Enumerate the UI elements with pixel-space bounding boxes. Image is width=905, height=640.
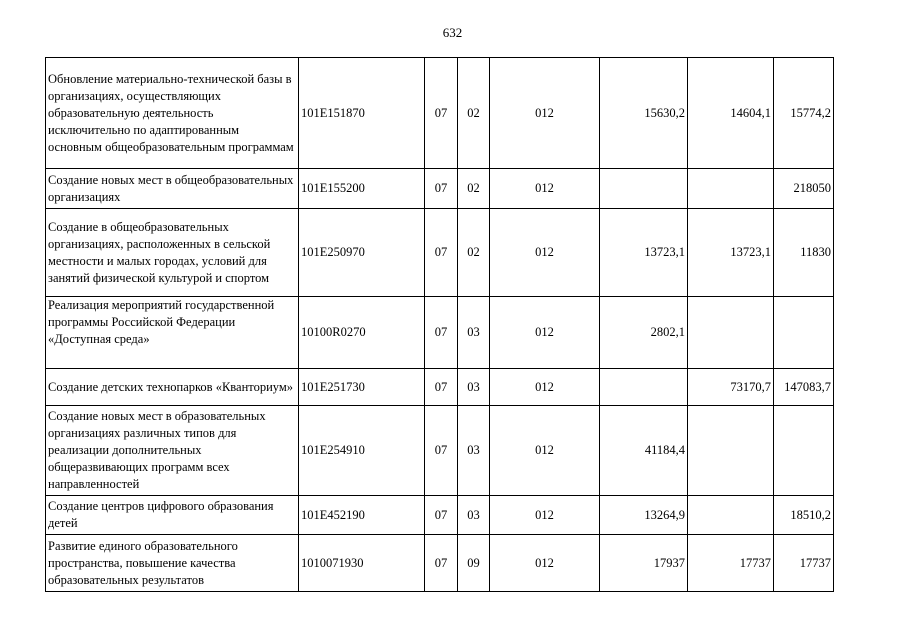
- amount-year-3: 11830: [774, 209, 834, 297]
- expense-type-code: 012: [490, 209, 600, 297]
- section-code: 07: [425, 58, 458, 169]
- program-name: Создание центров цифрового образования детей: [46, 496, 299, 535]
- target-article-code: 101E452190: [299, 496, 425, 535]
- amount-year-1: 15630,2: [600, 58, 688, 169]
- section-code: 07: [425, 406, 458, 496]
- amount-year-1: [600, 369, 688, 406]
- amount-year-3: 15774,2: [774, 58, 834, 169]
- amount-year-1: 41184,4: [600, 406, 688, 496]
- subsection-code: 02: [458, 209, 490, 297]
- amount-year-2: [688, 496, 774, 535]
- table-row: [46, 209, 834, 297]
- table-row: [46, 535, 834, 592]
- amount-year-1: 13723,1: [600, 209, 688, 297]
- expense-type-code: 012: [490, 169, 600, 209]
- program-name: Создание в общеобразовательных организациях, расположенных в сельской местности и малых городах, условий для занятий физической культурой и спортом: [46, 209, 299, 297]
- amount-year-2: 13723,1: [688, 209, 774, 297]
- amount-year-1: 13264,9: [600, 496, 688, 535]
- subsection-code: 03: [458, 406, 490, 496]
- target-article-code: 101E151870: [299, 58, 425, 169]
- subsection-code: 03: [458, 297, 490, 369]
- table-row: [46, 297, 834, 369]
- amount-year-1: 17937: [600, 535, 688, 592]
- amount-year-3: 147083,7: [774, 369, 834, 406]
- amount-year-2: [688, 169, 774, 209]
- expense-type-code: 012: [490, 369, 600, 406]
- program-name: Обновление материально-технической базы в организациях, осуществляющих образовательную деятельность исключительно по адаптированным основным общеобразовательным программам: [46, 58, 299, 169]
- expense-type-code: 012: [490, 406, 600, 496]
- amount-year-2: 14604,1: [688, 58, 774, 169]
- page-number: 632: [442, 25, 463, 40]
- subsection-code: 02: [458, 58, 490, 169]
- amount-year-1: 2802,1: [600, 297, 688, 369]
- target-article-code: 101E251730: [299, 369, 425, 406]
- amount-year-2: [688, 406, 774, 496]
- program-name: Создание новых мест в общеобразовательных организациях: [46, 169, 299, 209]
- target-article-code: 101E250970: [299, 209, 425, 297]
- section-code: 07: [425, 169, 458, 209]
- amount-year-1: [600, 169, 688, 209]
- section-code: 07: [425, 496, 458, 535]
- program-name: Развитие единого образовательного пространства, повышение качества образовательных результатов: [46, 535, 299, 592]
- expense-type-code: 012: [490, 297, 600, 369]
- amount-year-3: 18510,2: [774, 496, 834, 535]
- amount-year-3: [774, 406, 834, 496]
- subsection-code: 03: [458, 496, 490, 535]
- target-article-code: 10100R0270: [299, 297, 425, 369]
- subsection-code: 02: [458, 169, 490, 209]
- amount-year-3: 218050: [774, 169, 834, 209]
- section-code: 07: [425, 369, 458, 406]
- program-name: Реализация мероприятий государственной программы Российской Федерации «Доступная среда»: [46, 297, 299, 369]
- target-article-code: 101E254910: [299, 406, 425, 496]
- amount-year-3: [774, 297, 834, 369]
- amount-year-2: [688, 297, 774, 369]
- amount-year-3: 17737: [774, 535, 834, 592]
- table-row: [46, 169, 834, 209]
- table-row: [46, 369, 834, 406]
- target-article-code: 101E155200: [299, 169, 425, 209]
- target-article-code: 1010071930: [299, 535, 425, 592]
- expense-type-code: 012: [490, 58, 600, 169]
- program-name: Создание новых мест в образовательных организациях различных типов для реализации дополнительных общеразвивающих программ всех направленностей: [46, 406, 299, 496]
- budget-table: [45, 57, 834, 592]
- subsection-code: 09: [458, 535, 490, 592]
- section-code: 07: [425, 297, 458, 369]
- subsection-code: 03: [458, 369, 490, 406]
- amount-year-2: 73170,7: [688, 369, 774, 406]
- expense-type-code: 012: [490, 535, 600, 592]
- amount-year-2: 17737: [688, 535, 774, 592]
- table-row: [46, 406, 834, 496]
- table-row: [46, 58, 834, 169]
- table-row: [46, 496, 834, 535]
- expense-type-code: 012: [490, 496, 600, 535]
- program-name: Создание детских технопарков «Кванториум»: [46, 369, 299, 406]
- section-code: 07: [425, 209, 458, 297]
- section-code: 07: [425, 535, 458, 592]
